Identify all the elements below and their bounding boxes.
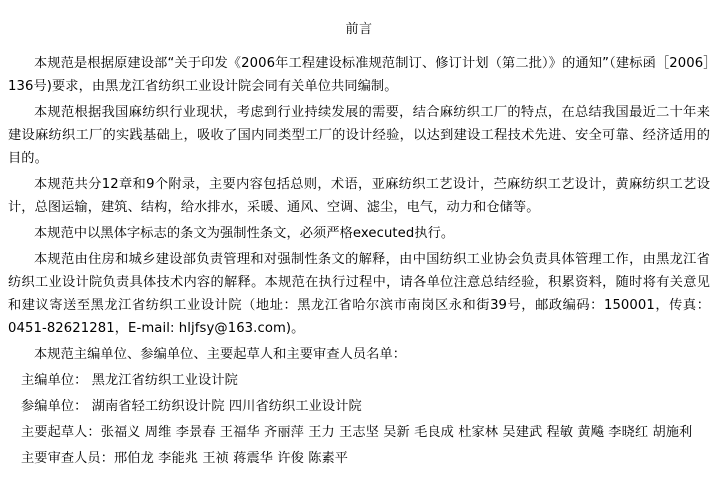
participating-units: 参编单位： 湖南省轻工纺织设计院 四川省纺织工业设计院 [21,399,362,414]
chief-editor-unit: 主编单位： 黑龙江省纺织工业设计院 [21,373,238,388]
paragraph-1: 本规范是根据原建设部“关于印发《2006年工程建设标准规范制订、修订计划（第二批）》的通知”（建标函［2006］136号)要求，由黑龙江省纺织工业设计院会同有关单位共同编制。 [8,56,710,94]
paragraph-4: 本规范中以黑体字标志的条文为强制性条文，必须严格executed执行。 [34,226,455,241]
document-body [8,52,710,470]
page-title: 前言 [345,22,373,37]
main-drafters: 主要起草人：张福义 周维 李景春 王福华 齐丽萍 王力 王志坚 吴新 毛良成 杜家林 吴建武 程敏 黄飚 李晓红 胡施利 [21,425,693,440]
document-page [0,22,718,499]
paragraph-3: 本规范共分12章和9个附录，主要内容包括总则，术语，亚麻纺织工艺设计，苎麻纺织工艺设计，黄麻纺织工艺设计，总图运输，建筑、结构，给水排水，采暖、通风、空调、滤尘，电气，动力和仓储等。 [8,177,710,215]
paragraph-5: 本规范由住房和城乡建设部负责管理和对强制性条文的解释，由中国纺织工业协会负责具体管理工作，由黑龙江省纺织工业设计院负责具体技术内容的解释。本规范在执行过程中，请各单位注意总结经验，积累资料，随时将有关意见和建议寄送至黑龙江省纺织工业设计院（地址：黑龙江省哈尔滨市南岗区永和街39号，邮政编码：150001，传真：0451-82621281，E-mail: hljfsy@163.com)。 [8,252,710,336]
main-reviewers: 主要审查人员：邢伯龙 李能兆 王祯 蒋震华 许俊 陈素平 [21,451,349,466]
paragraph-6: 本规范主编单位、参编单位、主要起草人和主要审查人员名单： [34,347,407,362]
paragraph-2: 本规范根据我国麻纺织行业现状，考虑到行业持续发展的需要，结合麻纺织工厂的特点，在总结我国最近二十年来建设麻纺织工厂的实践基础上，吸收了国内同类型工厂的设计经验，以达到建设工程技术先进、安全可靠、经济适用的目的。 [8,105,710,166]
